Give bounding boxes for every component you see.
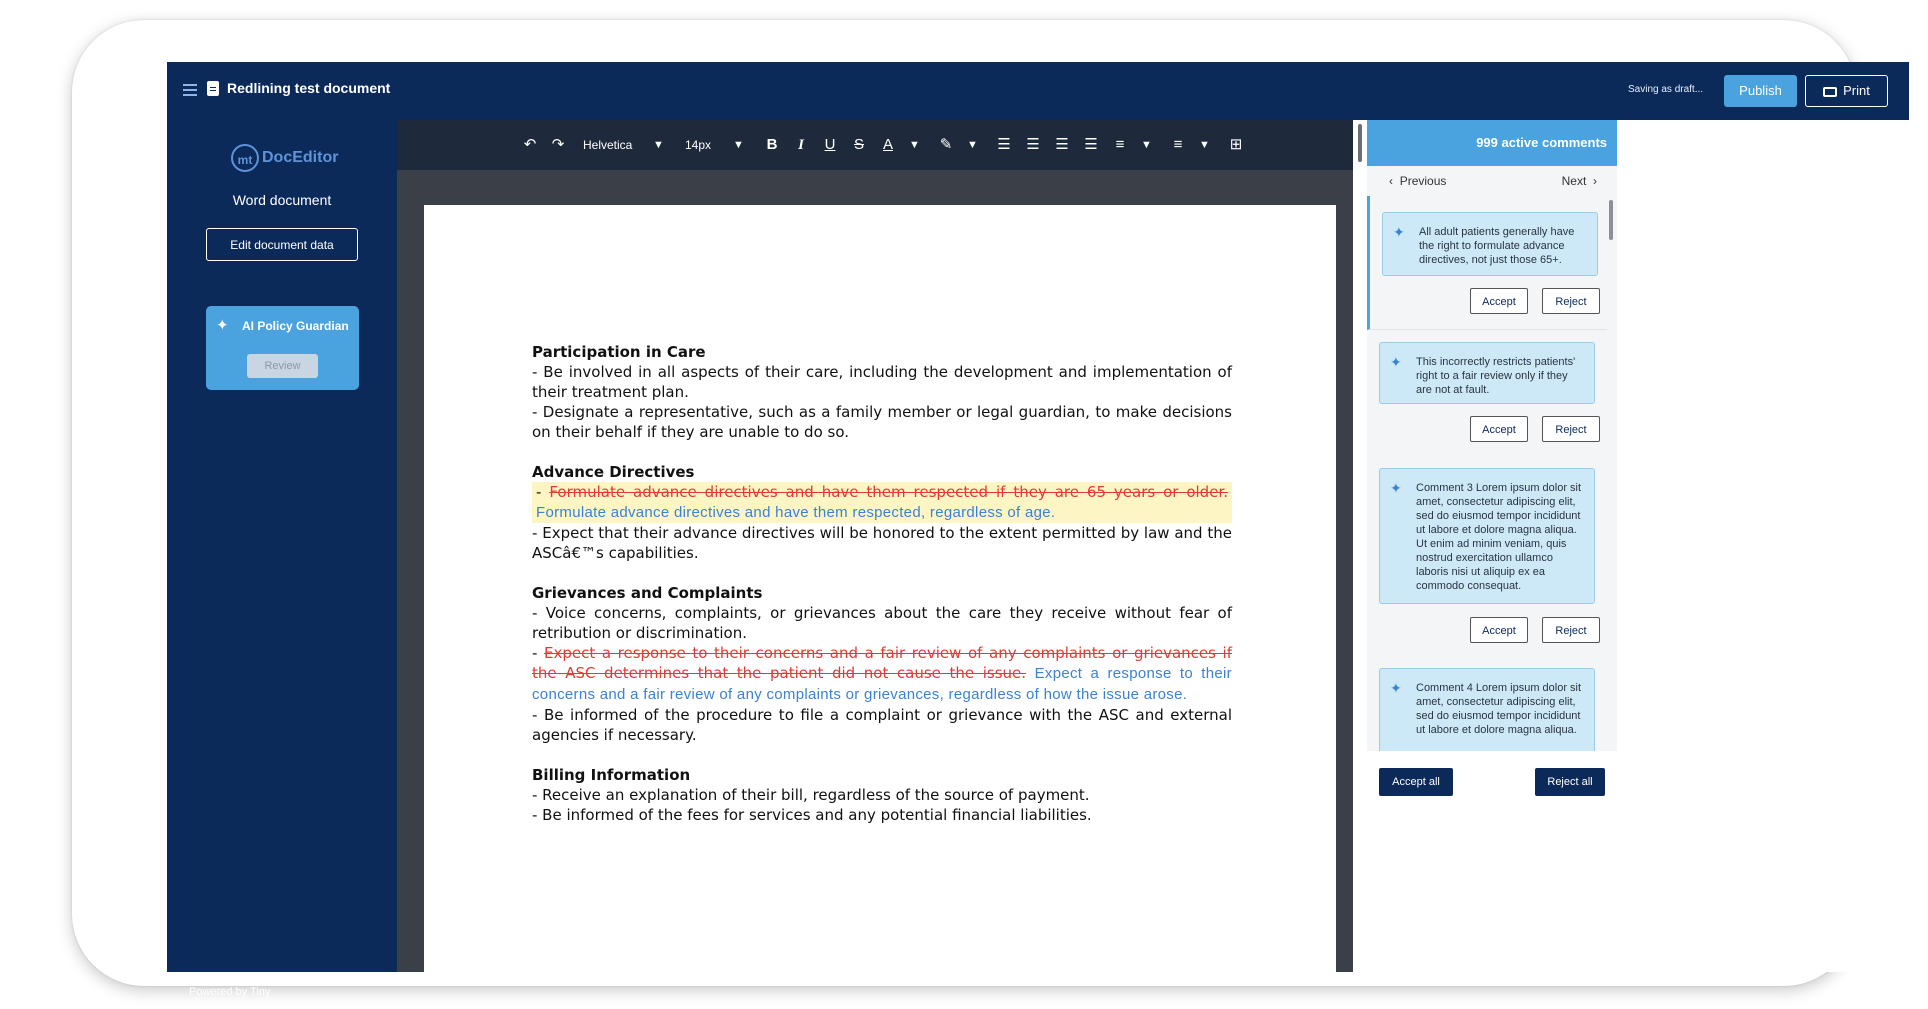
review-button[interactable]: Review [247,354,318,378]
document-icon [207,81,219,96]
reject-button[interactable]: Reject [1542,288,1600,314]
font-family-select[interactable]: Helvetica [583,138,633,152]
previous-label: Previous [1399,174,1447,188]
heading-grievances: Grievances and Complaints [532,584,763,602]
comments-footer [1367,751,1617,831]
logo-name: DocEditor [262,149,339,166]
accept-button[interactable]: Accept [1470,416,1528,442]
paragraph: - Expect that their advance directives will be honored to the extent permitted by law and the ASCâ€™s capabilities. [532,524,1232,562]
next-comment-button[interactable] [1562,166,1597,196]
scrollbar-thumb[interactable] [1358,124,1362,162]
redo-icon[interactable]: ↷ [551,136,565,153]
bullet-list-icon[interactable]: ≡ [1173,136,1183,153]
active-comments-count: 999 active comments [1367,120,1617,166]
panel-padding [1617,120,1909,972]
chevron-right-icon: › [1593,174,1597,188]
paragraph: - Receive an explanation of their bill, regardless of the source of payment. [532,786,1090,804]
comments-scrollbar[interactable] [1609,200,1613,240]
font-size-select[interactable]: 14px [685,138,712,152]
italic-icon[interactable]: I [798,137,804,153]
editor-canvas [397,170,1353,972]
comment-body [1379,468,1595,604]
document-page[interactable] [424,205,1336,985]
suggested-edit-2[interactable] [532,643,1232,705]
comment-text: Comment 4 Lorem ipsum dolor sit amet, consectetur adipiscing elit, sed do eiusmod tempor incididunt ut labore et dolore magna aliqua. [1416,682,1582,736]
text-color-chevron-icon[interactable]: ▼ [909,139,920,151]
printer-icon [1823,87,1837,97]
heading-participation: Participation in Care [532,343,706,361]
menu-icon[interactable] [183,84,197,96]
comments-panel [1367,120,1909,972]
align-right-icon[interactable]: ☰ [1055,136,1069,153]
paragraph: - Be informed of the procedure to file a complaint or grievance with the ASC and external agencies if necessary. [532,706,1232,744]
undo-icon[interactable]: ↶ [523,136,537,153]
underline-icon[interactable]: U [824,136,836,153]
font-family-chevron-icon[interactable]: ▼ [653,139,664,151]
document-title: Redlining test document [227,80,391,96]
comment-text: All adult patients generally have the right to formulate advance directives, not just those 65+. [1419,226,1575,266]
editor-toolbar [397,120,1353,170]
font-size-chevron-icon[interactable]: ▼ [733,139,744,151]
table-icon[interactable]: ⊞ [1229,136,1243,153]
canvas-scrollbar[interactable] [1353,120,1367,972]
sparkle-icon: ✦ [1393,224,1405,240]
edit-document-data-button[interactable]: Edit document data [206,228,358,261]
paragraph: - Be involved in all aspects of their care, including the development and implementation of their treatment plan. [532,363,1232,401]
align-justify-icon[interactable]: ☰ [1084,136,1098,153]
reject-button[interactable]: Reject [1542,416,1600,442]
bold-icon[interactable]: B [766,136,778,153]
device-frame [72,20,1870,998]
saving-status: Saving as draft... [1628,84,1704,95]
deleted-text: Expect a response to their concerns and a fair review of any complaints or grievances if the ASC determines that the patient did not cause the issue. [532,644,1233,682]
inserted-text: Expect a response to their concerns and a fair review of any complaints or grievances, regardless of how the issue arose. [532,665,1232,703]
app-logo [231,144,338,174]
comment-card[interactable] [1367,330,1607,457]
align-center-icon[interactable]: ☰ [1026,136,1040,153]
comment-body [1379,342,1595,404]
list-dash: - [536,483,550,501]
powered-by-label: Powered by Tiny [189,986,271,998]
deleted-text: Formulate advance directives and have them respected if they are 65 years or older. [549,483,1228,501]
comments-list [1367,196,1617,751]
ai-policy-guardian-card [206,306,359,390]
accept-all-button[interactable]: Accept all [1379,768,1453,796]
paragraph: - Voice concerns, complaints, or grievances about the care they receive without fear of retribution or discrimination. [532,604,1232,642]
ai-policy-guardian-label: AI Policy Guardian [242,319,349,333]
comment-card[interactable] [1367,196,1607,330]
highlight-icon[interactable]: ✎ [939,136,953,153]
reject-all-button[interactable]: Reject all [1535,768,1605,796]
left-sidebar [167,120,397,998]
numbered-list-chevron-icon[interactable]: ▼ [1141,139,1152,151]
heading-advance-directives: Advance Directives [532,463,695,481]
comment-text: Comment 3 Lorem ipsum dolor sit amet, consectetur adipiscing elit, sed do eiusmod tempor incididunt ut labore et dolore magna aliqua. Ut enim ad minim veniam, quis nostrud exercitation ullamco laboris nisi ut aliquip ex ea commodo consequat. [1416,482,1582,592]
document-type-label: Word document [232,192,332,208]
comment-navigation [1367,166,1617,196]
print-label: Print [1843,83,1870,98]
bullet-list-chevron-icon[interactable]: ▼ [1199,139,1210,151]
sparkle-icon: ✦ [1390,354,1402,370]
previous-comment-button[interactable] [1389,166,1446,196]
accept-button[interactable]: Accept [1470,288,1528,314]
reject-button[interactable]: Reject [1542,617,1600,643]
sparkle-icon: ✦ [1390,480,1402,496]
comment-card[interactable] [1367,456,1607,657]
publish-button[interactable]: Publish [1724,75,1797,107]
align-left-icon[interactable]: ☰ [997,136,1011,153]
text-color-icon[interactable]: A [882,136,893,153]
heading-billing: Billing Information [532,766,691,784]
logo-mark: mt [231,144,259,172]
print-button[interactable] [1805,75,1888,107]
document-body[interactable] [532,342,1232,825]
paragraph: - Designate a representative, such as a family member or legal guardian, to make decisions on their behalf if they are unable to do so. [532,403,1232,441]
chevron-left-icon: ‹ [1389,174,1397,188]
strikethrough-icon[interactable]: S [853,136,864,153]
app-window [167,62,1909,998]
sparkle-icon: ✦ [216,317,229,334]
sparkle-icon: ✦ [1390,680,1402,696]
highlight-chevron-icon[interactable]: ▼ [967,139,978,151]
comment-text: This incorrectly restricts patients' right to a fair review only if they are not at fault. [1416,356,1576,396]
comment-body [1382,212,1598,276]
app-header [167,62,1909,120]
inserted-text: Formulate advance directives and have them respected, regardless of age. [536,504,1056,521]
list-dash: - [532,644,545,662]
comment-body [1379,668,1595,758]
paragraph: - Be informed of the fees for services and any potential financial liabilities. [532,806,1092,824]
suggested-edit-1[interactable] [532,482,1232,523]
numbered-list-icon[interactable]: ≡ [1115,136,1125,153]
accept-button[interactable]: Accept [1470,617,1528,643]
next-label: Next [1561,174,1587,188]
